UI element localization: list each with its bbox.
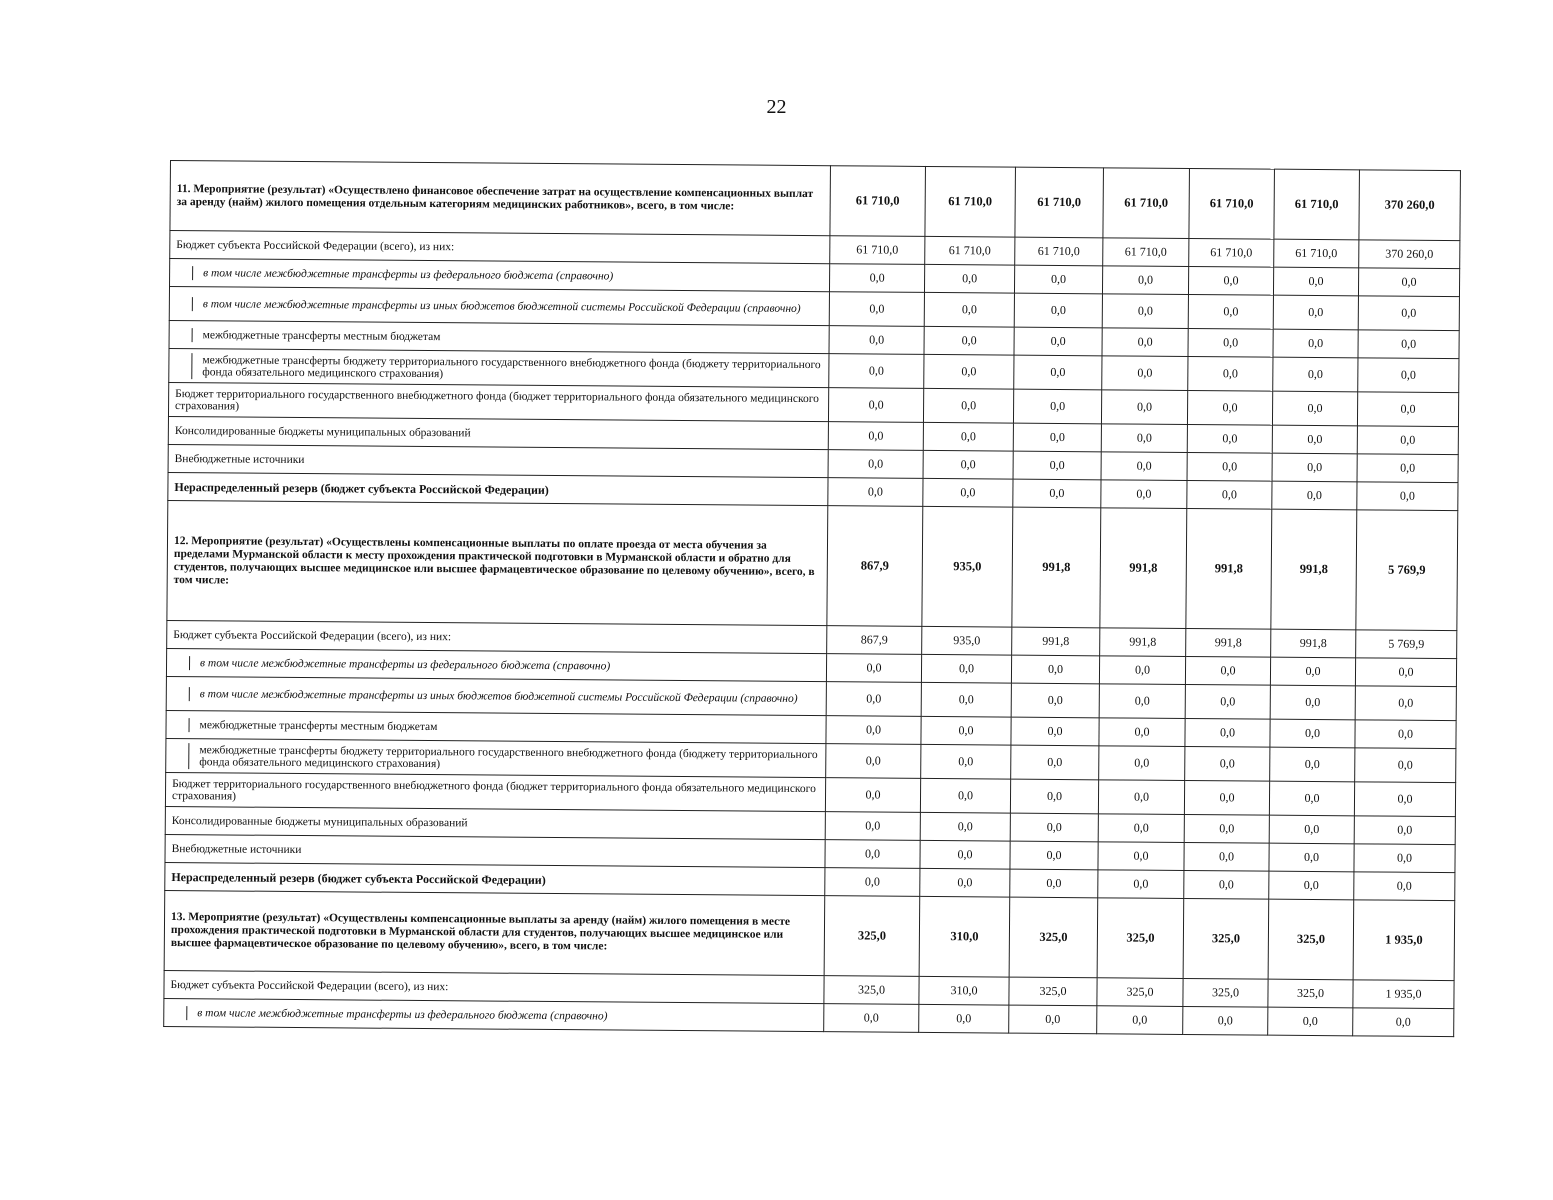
row-label-cell (164, 998, 824, 1031)
value-cell: 325,0 (824, 896, 920, 977)
row-label: Бюджет территориального государственного внебюджетного фонда (бюджет территориального фонда обязательного медицинского страхования) (175, 387, 820, 413)
row-label: межбюджетные трансферты бюджету территориального государственного внебюджетного фонда (бюджету территориального фонда обязательного медицинского страхования) (188, 743, 825, 774)
value-cell: 991,8 (1100, 628, 1186, 657)
value-cell: 370 260,0 (1359, 170, 1461, 241)
value-cell: 0,0 (1272, 453, 1357, 482)
value-cell: 0,0 (921, 716, 1011, 745)
value-cell: 0,0 (1269, 871, 1354, 900)
value-cell: 935,0 (922, 626, 1012, 655)
value-cell: 0,0 (1183, 1006, 1268, 1035)
value-cell: 325,0 (1009, 977, 1097, 1006)
value-cell: 0,0 (1185, 684, 1270, 719)
value-cell: 0,0 (1357, 392, 1458, 427)
value-cell: 991,8 (1271, 629, 1356, 658)
value-cell: 0,0 (1187, 452, 1272, 481)
value-cell: 0,0 (826, 744, 921, 779)
row-label-cell (167, 500, 828, 625)
value-cell: 0,0 (924, 354, 1014, 389)
value-cell: 0,0 (1014, 327, 1102, 356)
row-label: Консолидированные бюджеты муниципальных образований (174, 424, 471, 439)
value-cell: 991,8 (1186, 508, 1272, 629)
value-cell: 0,0 (924, 326, 1014, 355)
value-cell: 5 769,9 (1356, 510, 1458, 631)
value-cell: 0,0 (1010, 779, 1098, 814)
value-cell: 0,0 (1358, 268, 1459, 297)
value-cell: 0,0 (829, 292, 924, 327)
value-cell: 325,0 (1183, 898, 1269, 979)
value-cell: 991,8 (1100, 508, 1187, 629)
value-cell: 0,0 (1354, 782, 1455, 817)
value-cell: 0,0 (1099, 656, 1185, 685)
value-cell: 0,0 (1269, 815, 1354, 844)
value-cell: 0,0 (1353, 1008, 1454, 1037)
table-row (170, 161, 1461, 241)
value-cell: 0,0 (1185, 746, 1270, 781)
value-cell: 0,0 (920, 778, 1010, 813)
value-cell: 325,0 (1268, 899, 1354, 980)
value-cell: 0,0 (1099, 718, 1185, 747)
row-label-cell (164, 890, 825, 975)
page-number: 22 (766, 96, 787, 118)
value-cell: 61 710,0 (925, 166, 1016, 237)
value-cell: 0,0 (1014, 265, 1102, 294)
value-cell: 0,0 (1101, 424, 1187, 453)
value-cell: 0,0 (1011, 683, 1099, 718)
value-cell: 61 710,0 (1103, 168, 1190, 239)
value-cell: 0,0 (1273, 295, 1358, 330)
value-cell: 0,0 (829, 264, 924, 293)
value-cell: 0,0 (920, 868, 1010, 897)
value-cell: 61 710,0 (1274, 169, 1360, 240)
value-cell: 0,0 (1014, 355, 1102, 390)
row-label-cell (165, 772, 825, 811)
value-cell: 61 710,0 (925, 236, 1015, 265)
value-cell: 0,0 (826, 682, 921, 717)
value-cell: 325,0 (1097, 898, 1184, 979)
value-cell: 0,0 (921, 654, 1011, 683)
value-cell: 0,0 (828, 450, 923, 479)
value-cell: 0,0 (1270, 747, 1355, 782)
value-cell: 0,0 (1188, 295, 1273, 330)
value-cell: 0,0 (1268, 1007, 1353, 1036)
value-cell: 0,0 (1273, 267, 1358, 296)
value-cell: 0,0 (1102, 328, 1188, 357)
row-label-cell (166, 738, 826, 777)
row-label: в том числе межбюджетные трансферты из иных бюджетов бюджетной системы Российской Федерации (справочно) (192, 297, 829, 316)
value-cell: 0,0 (828, 478, 923, 507)
value-cell: 0,0 (828, 388, 923, 423)
table-body (164, 161, 1461, 1037)
row-label-cell (169, 348, 829, 387)
value-cell: 0,0 (1272, 481, 1357, 510)
value-cell: 370 260,0 (1359, 240, 1460, 269)
table-row (164, 890, 1455, 980)
value-cell: 0,0 (1185, 656, 1270, 685)
value-cell: 0,0 (1355, 748, 1456, 783)
value-cell: 0,0 (1098, 870, 1184, 899)
row-label: Нераспределенный резерв (бюджет субъекта Российской Федерации) (174, 479, 549, 497)
value-cell: 0,0 (1270, 685, 1355, 720)
value-cell: 0,0 (1010, 813, 1098, 842)
value-cell: 0,0 (1188, 329, 1273, 358)
value-cell: 310,0 (919, 976, 1009, 1005)
value-cell: 0,0 (829, 326, 924, 355)
value-cell: 0,0 (1102, 356, 1188, 391)
value-cell: 0,0 (1101, 480, 1187, 509)
value-cell: 0,0 (1272, 425, 1357, 454)
row-label: межбюджетные трансферты местным бюджетам (192, 328, 829, 347)
value-cell: 0,0 (828, 422, 923, 451)
row-label-cell (169, 287, 829, 326)
value-cell: 991,8 (1012, 627, 1100, 656)
value-cell: 991,8 (1271, 509, 1357, 630)
value-cell: 0,0 (1013, 451, 1101, 480)
value-cell: 0,0 (924, 292, 1014, 327)
row-label: Бюджет субъекта Российской Федерации (всего), из них: (176, 238, 455, 253)
value-cell: 0,0 (1273, 329, 1358, 358)
value-cell: 0,0 (1014, 293, 1102, 328)
value-cell: 0,0 (1184, 842, 1269, 871)
row-label: в том числе межбюджетные трансферты из иных бюджетов бюджетной системы Российской Федерации (справочно) (189, 687, 826, 706)
value-cell: 0,0 (1099, 684, 1185, 719)
value-cell: 0,0 (1010, 841, 1098, 870)
value-cell: 0,0 (1013, 389, 1101, 424)
value-cell: 61 710,0 (1015, 237, 1103, 266)
value-cell: 0,0 (1013, 479, 1101, 508)
value-cell: 325,0 (1268, 979, 1353, 1008)
value-cell: 0,0 (1011, 717, 1099, 746)
value-cell: 935,0 (922, 506, 1013, 627)
row-label-cell (166, 676, 826, 715)
row-label: Бюджет субъекта Российской Федерации (всего), из них: (170, 978, 449, 993)
value-cell: 0,0 (1269, 843, 1354, 872)
value-cell: 0,0 (1011, 745, 1099, 780)
row-label: Внебюджетные источники (174, 452, 305, 466)
value-cell: 991,8 (1012, 507, 1101, 628)
value-cell: 0,0 (1013, 423, 1101, 452)
row-label: межбюджетные трансферты бюджету территориального государственного внебюджетного фонда (бюджету территориального фонда обязательного медицинского страхования) (191, 353, 828, 384)
value-cell: 0,0 (1355, 720, 1456, 749)
value-cell: 0,0 (1098, 780, 1184, 815)
value-cell: 991,8 (1186, 628, 1271, 657)
row-label: Бюджет субъекта Российской Федерации (всего), из них: (173, 628, 452, 643)
value-cell: 0,0 (924, 264, 1014, 293)
value-cell: 0,0 (1101, 452, 1187, 481)
value-cell: 0,0 (1184, 870, 1269, 899)
value-cell: 0,0 (825, 868, 920, 897)
value-cell: 0,0 (1269, 781, 1354, 816)
value-cell: 0,0 (1188, 267, 1273, 296)
value-cell: 0,0 (1185, 718, 1270, 747)
value-cell: 0,0 (1098, 814, 1184, 843)
value-cell: 0,0 (1184, 780, 1269, 815)
value-cell: 0,0 (920, 812, 1010, 841)
value-cell: 325,0 (1183, 978, 1268, 1007)
value-cell: 0,0 (1101, 390, 1187, 425)
value-cell: 0,0 (1099, 746, 1185, 781)
value-cell: 325,0 (1009, 897, 1098, 978)
value-cell: 0,0 (824, 1004, 919, 1033)
value-cell: 61 710,0 (830, 166, 926, 237)
row-label: в том числе межбюджетные трансферты из федерального бюджета (справочно) (186, 1006, 823, 1025)
value-cell: 0,0 (1009, 1005, 1097, 1034)
value-cell: 0,0 (826, 716, 921, 745)
row-label: 12. Мероприятие (результат) «Осуществлены компенсационные выплаты по оплате проезда от места обучения за пределами Мурманской области к месту прохождения практической подготовки в Мурманской области и обратно для студентов, получающих высшее медицинское или высшее фармацевтическое образование по целевому обучению», всего, в том числе: (173, 534, 815, 586)
value-cell: 0,0 (1187, 480, 1272, 509)
row-label: Внебюджетные источники (171, 842, 302, 856)
value-cell: 61 710,0 (830, 236, 925, 265)
value-cell: 0,0 (1270, 719, 1355, 748)
value-cell: 867,9 (827, 506, 923, 627)
value-cell: 0,0 (1188, 357, 1273, 392)
value-cell: 310,0 (919, 896, 1010, 977)
value-cell: 0,0 (1357, 426, 1458, 455)
value-cell: 0,0 (1272, 391, 1357, 426)
value-cell: 325,0 (824, 976, 919, 1005)
row-label: межбюджетные трансферты местным бюджетам (189, 718, 826, 737)
row-label: 11. Мероприятие (результат) «Осуществлено финансовое обеспечение затрат на осуществление компенсационных выплат за аренду (найм) жилого помещения отдельным категориям медицинских работников», всего, в том числе: (176, 182, 814, 212)
value-cell: 0,0 (1358, 330, 1459, 359)
value-cell: 0,0 (1357, 454, 1458, 483)
value-cell: 0,0 (1354, 844, 1455, 873)
value-cell: 0,0 (1357, 482, 1458, 511)
value-cell: 0,0 (1354, 872, 1455, 901)
value-cell: 61 710,0 (1189, 169, 1275, 240)
value-cell: 325,0 (1097, 978, 1183, 1007)
value-cell: 0,0 (829, 354, 924, 389)
value-cell: 0,0 (921, 682, 1011, 717)
value-cell: 0,0 (1098, 842, 1184, 871)
value-cell: 0,0 (1270, 657, 1355, 686)
value-cell: 61 710,0 (1103, 238, 1189, 267)
row-label-cell (170, 161, 831, 236)
value-cell: 0,0 (1358, 358, 1459, 393)
row-label: Бюджет территориального государственного внебюджетного фонда (бюджет территориального фонда обязательного медицинского страхования) (171, 777, 816, 803)
value-cell: 0,0 (1355, 686, 1456, 721)
value-cell: 0,0 (923, 422, 1013, 451)
row-label: Нераспределенный резерв (бюджет субъекта Российской Федерации) (171, 869, 546, 887)
value-cell: 5 769,9 (1356, 630, 1457, 659)
value-cell: 0,0 (919, 1004, 1009, 1033)
value-cell: 0,0 (1354, 816, 1455, 845)
row-label: в том числе межбюджетные трансферты из федерального бюджета (справочно) (189, 656, 826, 675)
value-cell: 0,0 (1184, 814, 1269, 843)
value-cell: 0,0 (826, 654, 921, 683)
value-cell: 0,0 (825, 840, 920, 869)
row-label-cell (168, 382, 828, 421)
value-cell: 0,0 (923, 478, 1013, 507)
value-cell: 0,0 (1187, 391, 1272, 426)
value-cell: 1 935,0 (1353, 900, 1455, 981)
value-cell: 0,0 (1102, 266, 1188, 295)
value-cell: 0,0 (921, 744, 1011, 779)
value-cell: 867,9 (827, 626, 922, 655)
budget-table (163, 160, 1461, 1037)
row-label: в том числе межбюджетные трансферты из федерального бюджета (справочно) (192, 266, 829, 285)
value-cell: 1 935,0 (1353, 980, 1454, 1009)
value-cell: 0,0 (923, 388, 1013, 423)
value-cell: 0,0 (920, 840, 1010, 869)
value-cell: 0,0 (1011, 655, 1099, 684)
value-cell: 0,0 (1358, 296, 1459, 331)
value-cell: 0,0 (825, 778, 920, 813)
value-cell: 0,0 (1097, 1006, 1183, 1035)
value-cell: 0,0 (1273, 357, 1358, 392)
value-cell: 0,0 (923, 450, 1013, 479)
value-cell: 0,0 (1187, 424, 1272, 453)
row-label: 13. Мероприятие (результат) «Осуществлены компенсационные выплаты за аренду (найм) жилого помещения в месте прохождения практической подготовки в Мурманской области для студентов, получающих высшее медицинское или высшее фармацевтическое образование по целевому обучению», всего, в том числе: (170, 911, 791, 953)
table-row (167, 500, 1458, 630)
value-cell: 61 710,0 (1274, 239, 1359, 268)
value-cell: 0,0 (1010, 869, 1098, 898)
value-cell: 0,0 (1102, 294, 1188, 329)
value-cell: 61 710,0 (1189, 239, 1274, 268)
value-cell: 61 710,0 (1015, 167, 1104, 238)
value-cell: 0,0 (825, 812, 920, 841)
row-label: Консолидированные бюджеты муниципальных образований (171, 814, 468, 829)
value-cell: 0,0 (1355, 658, 1456, 687)
